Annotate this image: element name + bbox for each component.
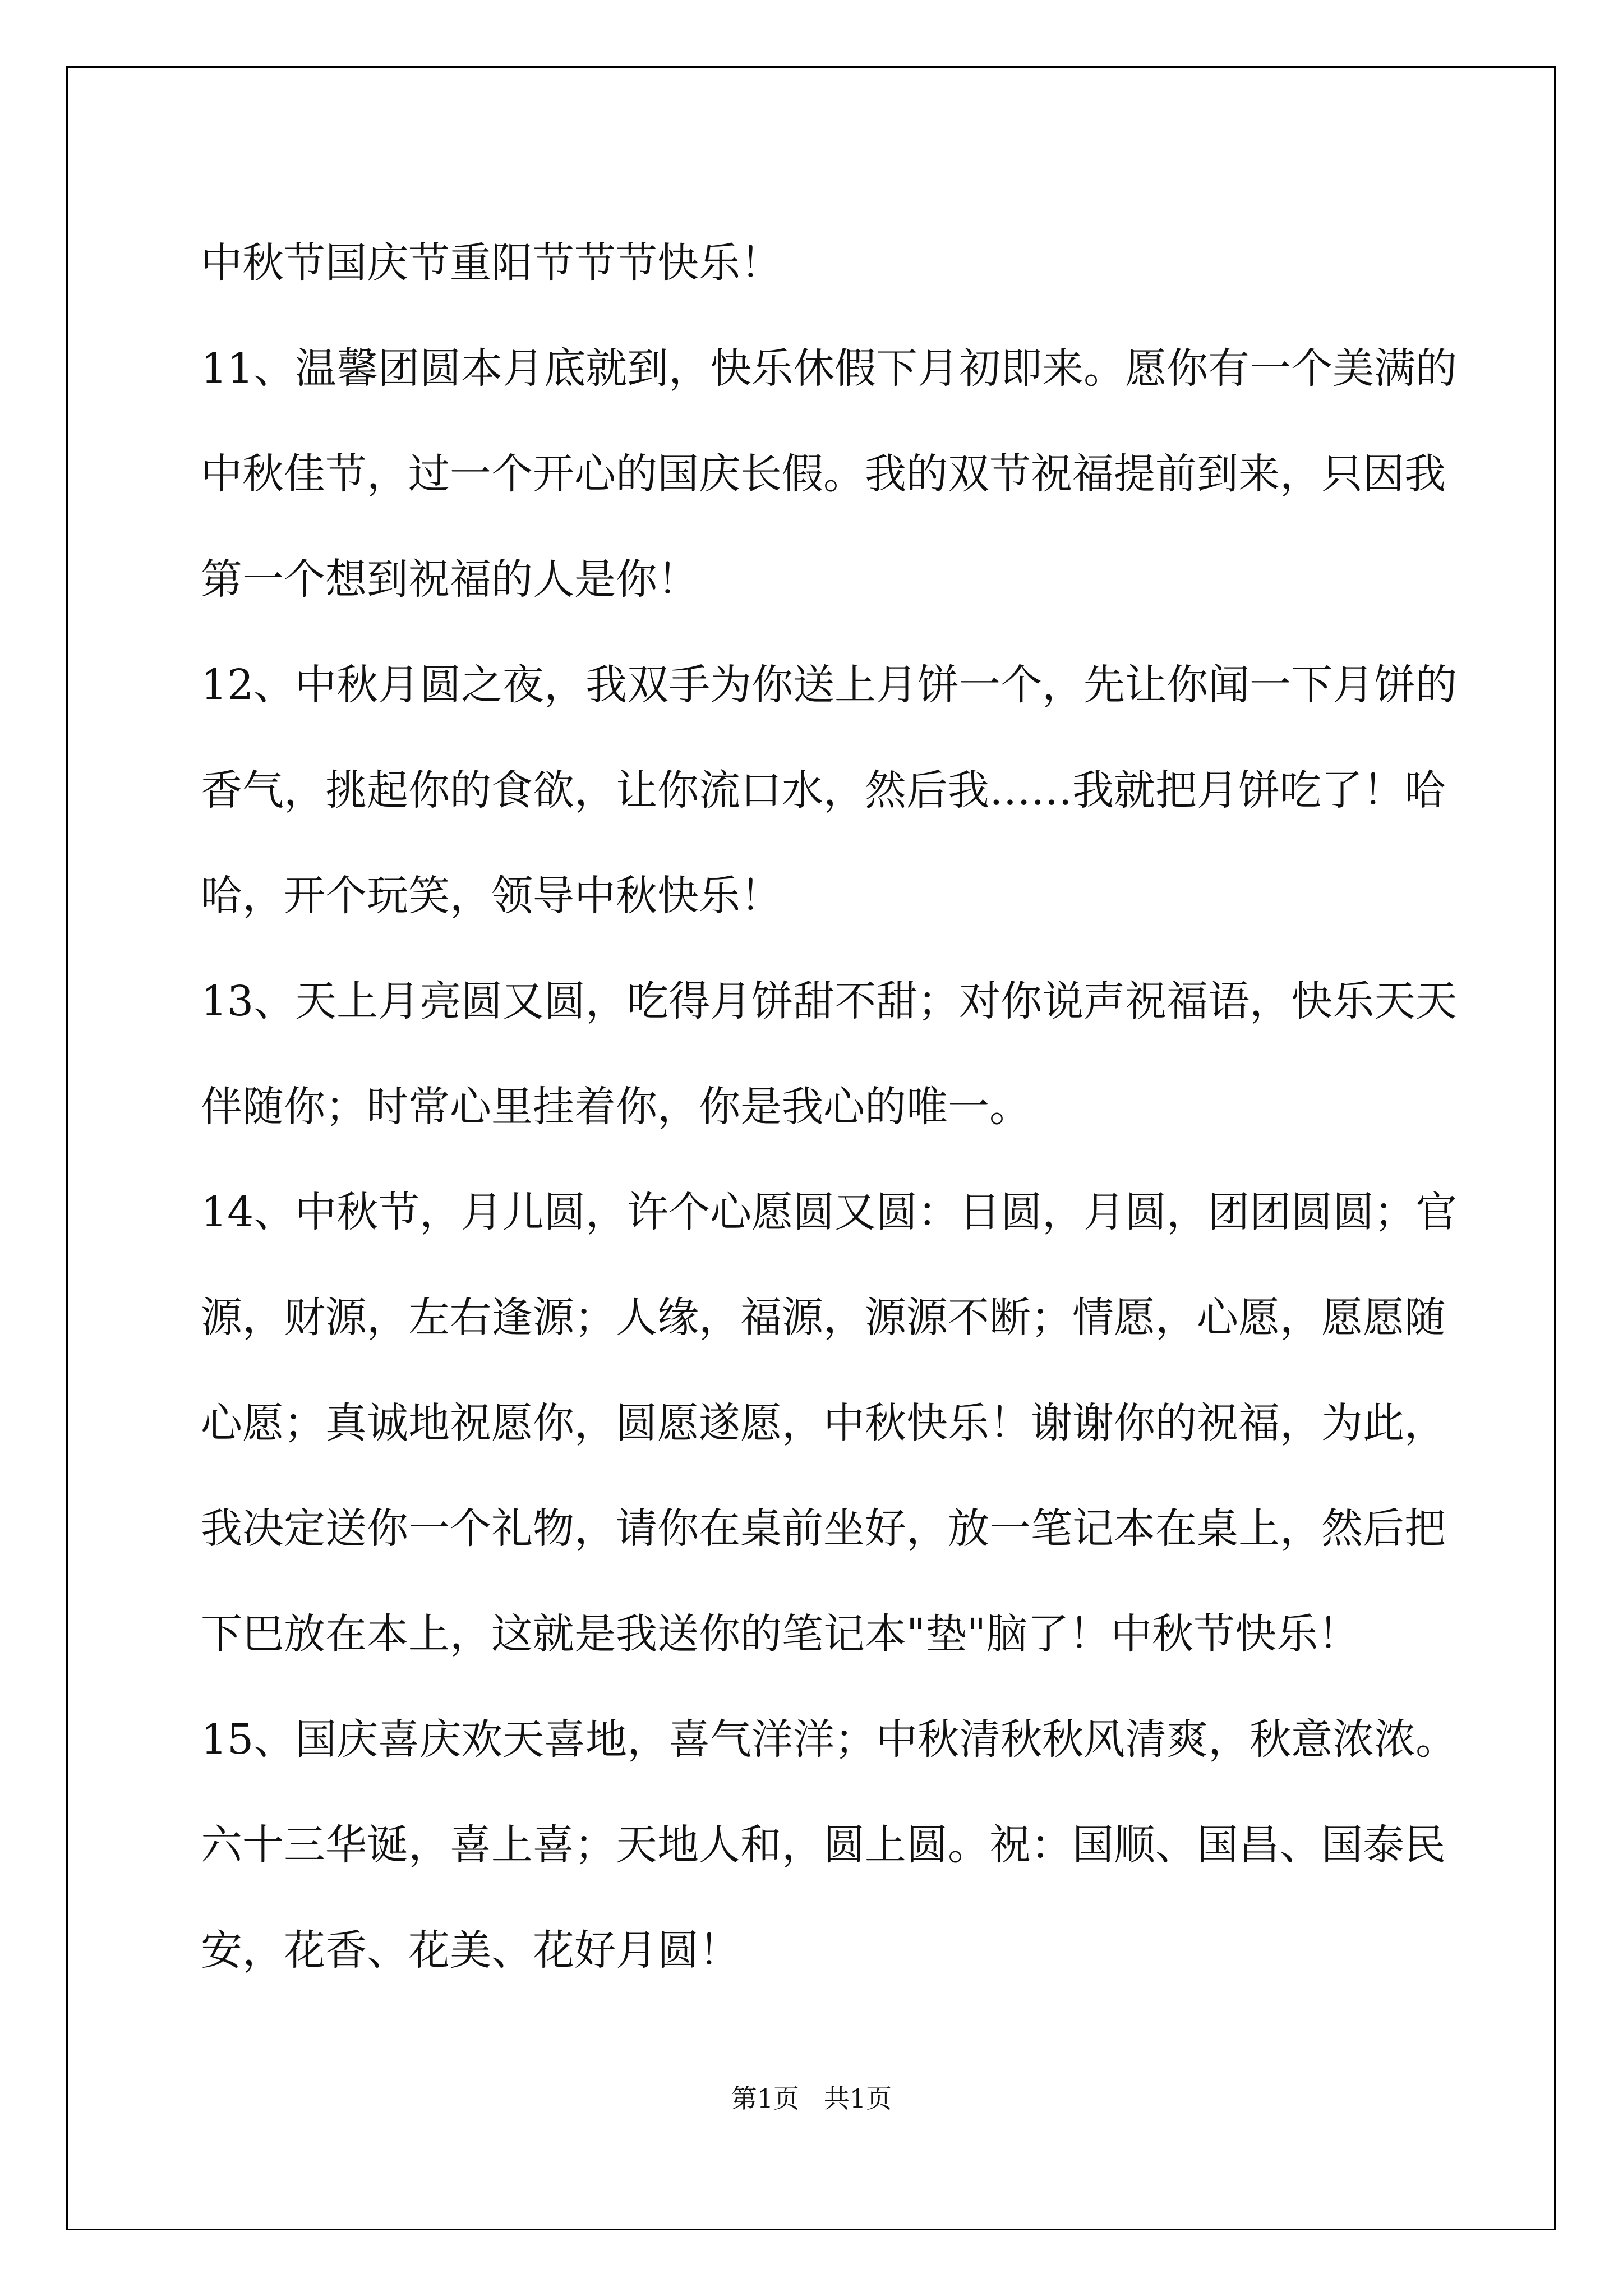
text-line: 源，财源，左右逢源；人缘，福源，源源不断；情愿，心愿，愿愿随 — [201, 1294, 1446, 1342]
text-line: 下巴放在本上，这就是我送你的笔记本"垫"脑了！中秋节快乐！ — [201, 1610, 1360, 1658]
text-line: 11、温馨团圆本月底就到，快乐休假下月初即来。愿你有一个美满的 — [201, 344, 1458, 393]
text-line: 13、天上月亮圆又圆，吃得月饼甜不甜；对你说声祝福语，快乐天天 — [201, 977, 1458, 1025]
text-line: 第一个想到祝福的人是你！ — [201, 555, 699, 604]
text-line: 15、国庆喜庆欢天喜地，喜气洋洋；中秋清秋秋风清爽，秋意浓浓。 — [201, 1715, 1458, 1764]
text-line: 香气，挑起你的食欲，让你流口水，然后我……我就把月饼吃了！哈 — [201, 766, 1446, 815]
document-body — [201, 210, 1458, 2003]
text-line: 我决定送你一个礼物，请你在桌前坐好，放一笔记本在桌上，然后把 — [201, 1504, 1446, 1553]
text-line: 伴随你；时常心里挂着你，你是我心的唯一。 — [201, 1083, 1031, 1131]
text-line: 六十三华诞，喜上喜；天地人和，圆上圆。祝：国顺、国昌、国泰民 — [201, 1821, 1446, 1869]
text-line: 中秋佳节，过一个开心的国庆长假。我的双节祝福提前到来，只因我 — [201, 450, 1446, 498]
text-line: 心愿；真诚地祝愿你，圆愿遂愿，中秋快乐！谢谢你的祝福，为此， — [201, 1399, 1446, 1447]
page-number-footer: 第1页 共1页 — [731, 2083, 892, 2114]
text-line: 安，花香、花美、花好月圆！ — [201, 1926, 740, 1975]
text-line: 14、中秋节，月儿圆，许个心愿圆又圆：日圆，月圆，团团圆圆；官 — [201, 1188, 1458, 1236]
text-line: 12、中秋月圆之夜，我双手为你送上月饼一个，先让你闻一下月饼的 — [201, 661, 1458, 709]
text-line: 中秋节国庆节重阳节节节快乐！ — [201, 239, 782, 287]
text-line: 哈，开个玩笑，领导中秋快乐！ — [201, 872, 782, 920]
